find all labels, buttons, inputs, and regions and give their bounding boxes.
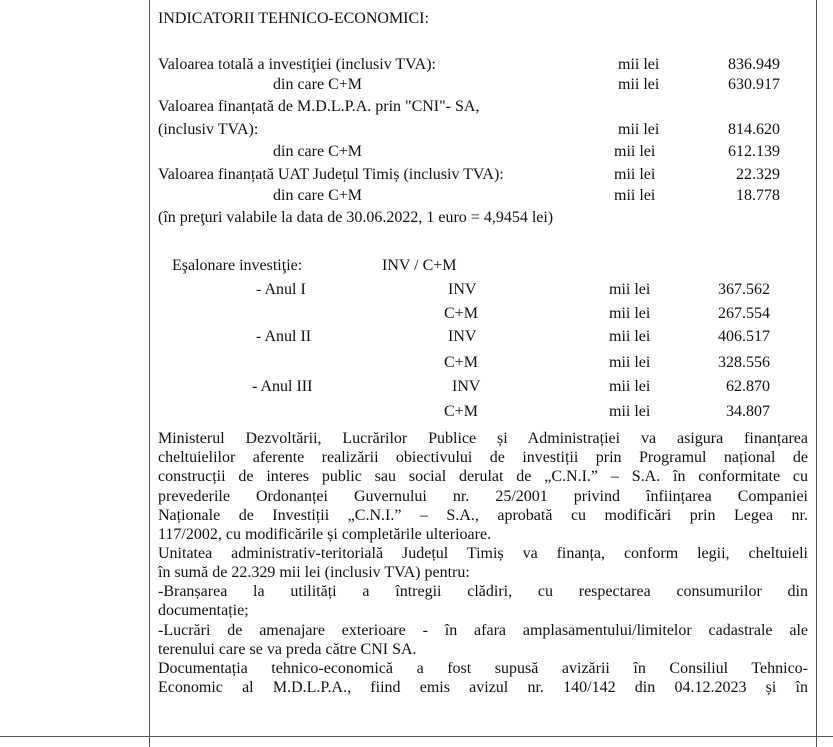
schedule-type: INV xyxy=(452,378,481,395)
paragraph-line: construcții de interes public sau social derulat de „C.N.I.” – S.A. în conformitate cu xyxy=(158,468,808,486)
schedule-label: Eşalonare investiţie: xyxy=(172,257,303,274)
schedule-unit: mii lei xyxy=(609,305,651,322)
paragraph-funding-uat xyxy=(158,544,808,582)
schedule-value: 34.807 xyxy=(726,403,770,420)
indicator-unit: mii lei xyxy=(614,143,656,160)
schedule-value: 62.870 xyxy=(726,378,770,395)
paragraph-funding-ministry xyxy=(158,429,808,544)
paragraph-line: Unitatea administrativ-teritorială Județul Timiș va finanța, conform legii, cheltuieli xyxy=(158,545,808,562)
paragraph-documentation xyxy=(158,659,808,697)
indicator-unit: mii lei xyxy=(614,166,656,183)
indicator-label: Valoarea totală a investiţiei (inclusiv TVA): xyxy=(158,56,436,73)
schedule-value: 367.562 xyxy=(718,281,770,298)
schedule-type: C+M xyxy=(444,403,478,420)
table-right-border xyxy=(816,0,817,747)
schedule-year: - Anul I xyxy=(256,281,306,298)
paragraph-line: cheltuielilor aferente realizării obiectivului de investiții prin Programul național de xyxy=(158,449,808,467)
paragraph-line: -Branșarea la utilități a întregii clădiri, cu respectarea consumurilor din xyxy=(158,583,808,600)
schedule-year: - Anul II xyxy=(256,328,312,345)
schedule-type: C+M xyxy=(444,354,478,371)
indicator-unit: mii lei xyxy=(618,56,660,73)
indicator-unit: mii lei xyxy=(614,187,656,204)
indicator-label: din care C+M xyxy=(273,143,362,160)
indicator-label: din care C+M xyxy=(273,187,362,204)
schedule-value: 328.556 xyxy=(718,354,770,371)
paragraph-line: terenului care se va preda către CNI SA. xyxy=(158,641,417,659)
indicator-value: 18.778 xyxy=(736,187,780,204)
indicator-unit: mii lei xyxy=(618,76,660,93)
indicator-label: din care C+M xyxy=(273,76,362,93)
schedule-year: - Anul III xyxy=(252,378,313,395)
paragraph-line: Documentația tehnico-economică a fost supusă avizării în Consiliul Tehnico- xyxy=(158,660,808,677)
price-note: (în preţuri valabile la data de 30.06.2022, 1 euro = 4,9454 lei) xyxy=(158,209,554,226)
paragraph-line: -Lucrări de amenajare exterioare - în afara amplasamentului/limitelor cadastrale ale xyxy=(158,622,808,639)
paragraph-utilities xyxy=(158,582,808,620)
indicator-value: 612.139 xyxy=(728,143,780,160)
schedule-unit: mii lei xyxy=(609,281,651,298)
schedule-value: 406.517 xyxy=(718,328,770,345)
indicator-value: 814.620 xyxy=(728,121,780,138)
schedule-unit: mii lei xyxy=(609,403,651,420)
indicator-value: 630.917 xyxy=(728,76,780,93)
schedule-unit: mii lei xyxy=(609,354,651,371)
paragraph-line: 117/2002, cu modificările și completările ulterioare. xyxy=(158,525,492,543)
schedule-type: INV xyxy=(448,328,477,345)
schedule-type: C+M xyxy=(444,305,478,322)
indicator-value: 836.949 xyxy=(728,56,780,73)
table-left-border xyxy=(149,0,150,747)
schedule-header: INV / C+M xyxy=(382,257,457,274)
indicator-label: Valoarea finanțată de M.D.L.P.A. prin "CNI"- SA, xyxy=(158,98,480,115)
paragraph-exterior-works xyxy=(158,621,808,659)
paragraph-line: în sumă de 22.329 mii lei (inclusiv TVA) pentru: xyxy=(158,564,470,582)
schedule-value: 267.554 xyxy=(718,305,770,322)
section-heading: INDICATORII TEHNICO-ECONOMICI: xyxy=(158,10,429,27)
indicator-value: 22.329 xyxy=(736,166,780,183)
indicator-label: Valoarea finanțată UAT Județul Timiș (inclusiv TVA): xyxy=(158,166,504,183)
paragraph-line: documentație; xyxy=(158,602,249,620)
indicator-label: (inclusiv TVA): xyxy=(158,121,259,138)
schedule-unit: mii lei xyxy=(609,328,651,345)
paragraph-line: Naționale de Investiții „C.N.I.” – S.A., aprobată cu modificări prin Legea nr. xyxy=(158,506,808,524)
indicator-unit: mii lei xyxy=(618,121,660,138)
paragraph-line: prevederile Ordonanței Guvernului nr. 25/2001 privind înființarea Companiei xyxy=(158,487,808,505)
schedule-unit: mii lei xyxy=(609,378,651,395)
paragraph-line: Ministerul Dezvoltării, Lucrărilor Publice și Administrației va asigura finanțarea xyxy=(158,430,808,447)
schedule-type: INV xyxy=(448,281,477,298)
paragraph-line: Economic al M.D.L.P.A., fiind emis avizul nr. 140/142 din 04.12.2023 și în xyxy=(158,679,808,697)
table-bottom-border xyxy=(0,736,833,737)
